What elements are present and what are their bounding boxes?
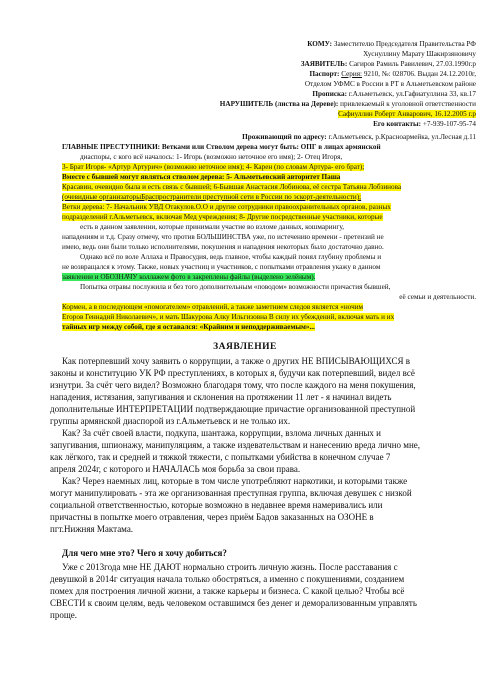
criminals-line-13: не возвращался к этому. Также, новых участниц и участников, с попытками отравления укажу в данном [62,263,381,271]
statement-line-15: пгт.Нижняя Мактама. [50,524,134,534]
criminals-line-8: подразделений г.Альметьевск, включая Мед учреждения; 8- Другие посредственные участники, которые [62,213,383,221]
address-line: Проживающий по адресу: г.Альметьевск, р.Красноармейка, ул.Лесная д.11 [242,133,476,141]
question-line-2: девушкой в 2014г ситуация начала только обостряться, а именно с покушениями, созданием [50,574,405,584]
criminals-line-6: (очевидные организаторыБраспространители преступной сети в России по эскорт-деятельности); [62,193,362,201]
statement-line-4: нападения, истязания, запугивания и склонения на протяжении 11 лет - я начинал видеть [50,392,392,402]
question-line-5: проще. [50,610,77,620]
recipient-line: КОМУ: Заместителю Председателя Правительства РФ [307,40,476,48]
criminals-line-7: Ветки дерева: 7- Начальник УВД Отакулов.О.О и другие сотрудники правоохранительных органов, разных [62,203,391,211]
violator-line: НАРУШИТЕЛЬ (листва на Дереве): привлекаемый к уголовной ответственности [219,100,476,108]
statement-line-8: запугивания, шпионажу, манипуляциям, а также издевательствам и нанесению вреда лично мне, [50,440,421,450]
passport-line: Паспорт: Серия: 9210, №: 028706. Выдан 24.12.2010г, [309,70,476,78]
statement-line-10: апреля 2024г, с которого и НАЧАЛАСЬ моя борьба за свои права. [50,464,301,474]
statement-line-7: Как? За счёт своей власти, подкупа, шантажа, коррупции, взлома личных данных и [62,428,381,438]
statement-line-5: дополнительные ИНТЕРПРЕТАЦИИ подтверждающие причастие организованной преступной [50,404,416,414]
violator-name: Сафиуллин Роберт Анварович, 16.12.2005 г.р [338,110,476,118]
criminals-line-5: Красавин, очевидно была и есть связь с бывшей; 6-Бывшая Анастасия Лобинова, её сестра Татьяна Лобзинова [62,183,402,191]
criminals-line-19: тайных игр между собой, где я оставался: «Крайним и неподдерживаемым»... [62,323,315,331]
criminals-line-16: её семьи и деятельности. [399,293,476,301]
statement-line-2: законы и конституцию УК РФ преступлениях, в которых я, будучи как потерпевший, видел всё [50,368,415,378]
criminals-line-4: Вместе с бывшей могут являться стволом дерева: 5- Альметьевский авторитет Паша [62,173,341,181]
contacts-line: Его контакты: +7-939-107-95-74 [373,120,476,128]
question-line-4: СВЕСТИ к своим целям, ведь человеком оставшимся без денег и деморализованным управлять [50,598,417,608]
criminals-line-10: нападениям и т.д. Сразу отмечу, что против БОЛЬШИНСТВА уже, по истечению времени - претензий не [62,233,384,241]
criminals-line-1: ГЛАВНЫЕ ПРЕСТУПНИКИ: Ветками или Стволом дерева могут быть: ОПГ в лицах армянской [62,143,381,151]
criminals-line-9: есть в данном заявлении, которые принимали участие во взломе данных, кошмарингу, [80,223,345,231]
applicant-line: ЗАЯВИТЕЛЬ: Сагиров Рамиль Равилевич, 27.03.1990г.р [300,60,476,68]
criminals-line-15: Попытка отравы послужила и без того дополнительным «поводом» возможности причастия бывшей, [80,283,391,291]
statement-line-9: как лёгкого, так и средней и тяжкой тяжести, с попытками убийства в конечном случае 7 [50,452,391,462]
criminals-line-2: диаспоры, с кого всё началось: 1- Игорь (возможно неточное его имя); 2- Отец Игоря, [80,153,343,161]
criminals-line-17: Кормен, а в последующем «помогателем» отравлений, а также заметнием следов является «ночим [62,303,364,311]
statement-title: ЗАЯВЛЕНИЕ [213,342,277,352]
statement-line-3: изнутри. За счёт чего видел? Возможно благодаря тому, что после каждого на меня покушения, [50,380,416,390]
registration-line: Прописка: г.Альметьевск, ул.Гафиатуллина 33, кв.17 [312,90,476,98]
question-line-1: Уже с 2013года мне НЕ ДАЮТ нормально строить личную жизнь. После расставания с [62,562,398,572]
statement-line-13: социальной ответственностью, которые возможно в недавнее время намеривались или [50,500,383,510]
issued-by-line: Отделом УФМС в России в РТ в Альметьевском районе [304,80,476,88]
statement-line-11: Как? Через наемных лиц, которые в том числе употребляют наркотики, и которыми также [62,476,408,486]
question-line-3: помех для построения личной жизни, а также карьеры и бизнеса. С какой целью? Чтобы всё [50,586,405,596]
recipient-name: Хуснуллину Марату Шакирзяновичу [363,50,476,58]
criminals-line-12: Однако всё по воле Аллаха и Правосудия, ведь главное, чтобы каждый понял глубину проблемы и [80,253,382,261]
criminals-line-18: Егоров Геннадий Николаевич», и мать Шакурова Алку Ильгизовна В силу их убеждений, включая мать и их [62,313,395,321]
statement-line-14: причастны в попытке моего отравления, через приём Бадов заказанных на ОЗОНЕ в [50,512,374,522]
statement-line-6: группы армянской диаспорой из г.Альметьевск и не только их. [50,416,291,426]
criminals-line-11: имею, ведь они были только исполнителями, покушения и нападения некоторых было достаточно давно. [62,243,384,251]
statement-line-1: Как потерпевший хочу заявить о коррупции, а также о других НЕ ВПИСЫВАЮЩИХСЯ в [62,356,411,366]
statement-line-12: могут манипулировать - эта же организованная преступная группа, включая девушек с низкой [50,488,412,498]
criminals-line-14: заявлении и ОБОЗНАЧУ коллажем фото в закреплены файлы (выделено зелёным). [62,273,316,281]
criminals-line-3: 3- Брат Игоря- «Артур Артурич» (возможно неточное имя); 4- Карен (по словам Артура- его брат); [62,163,365,171]
question-heading: Для чего мне это? Чего я хочу добиться? [62,548,227,558]
